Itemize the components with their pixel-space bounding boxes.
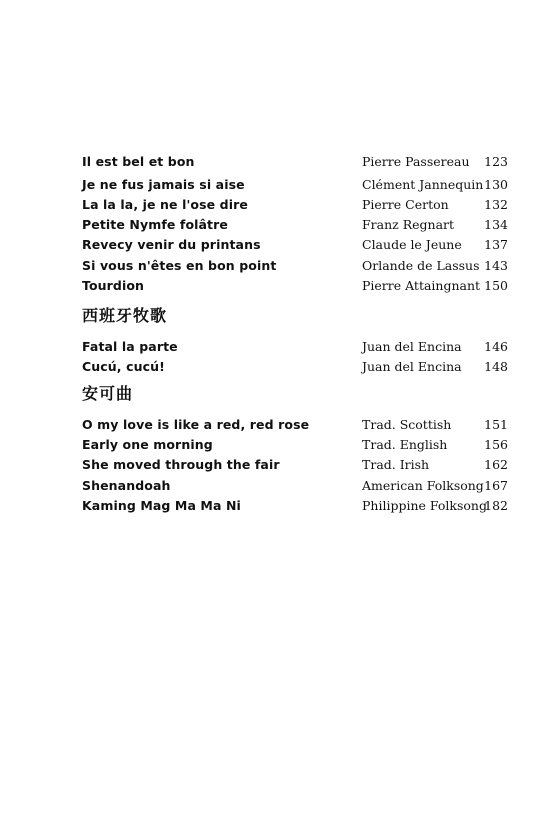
page-number: 150 [484,278,508,293]
composer-name: Juan del Encina [362,359,462,374]
page-number: 167 [484,478,508,493]
page-number: 146 [484,339,508,354]
composer-name: Clément Jannequin [362,177,484,192]
composer-name: Pierre Attaingnant [362,278,481,293]
song-title: Cucú, cucú! [82,359,165,374]
toc-entry [0,276,560,296]
toc-entry [0,152,560,172]
song-title: Si vous n'êtes en bon point [82,258,277,273]
composer-name: Juan del Encina [362,339,462,354]
composer-name: Philippine Folksong [362,498,487,513]
composer-name: Trad. English [362,437,448,452]
toc-entry [0,195,560,215]
composer-name: Trad. Irish [362,457,430,472]
toc-entry [0,215,560,235]
page-number: 148 [484,359,508,374]
toc-entry [0,415,560,435]
page-number: 137 [484,237,508,252]
page-number: 134 [484,217,508,232]
composer-name: Pierre Passereau [362,154,470,169]
toc-entry [0,235,560,255]
composer-name: Claude le Jeune [362,237,462,252]
page-number: 151 [484,417,508,432]
song-title: Shenandoah [82,478,171,493]
toc-entry [0,476,560,496]
toc-entry [0,357,560,377]
toc-entry [0,175,560,195]
song-title: Il est bel et bon [82,154,195,169]
page-number: 182 [484,498,508,513]
song-title: Revecy venir du printans [82,237,261,252]
page-number: 130 [484,177,508,192]
song-title: La la la, je ne l'ose dire [82,197,248,212]
toc-entry [0,496,560,516]
song-title: Tourdion [82,278,145,293]
song-title: Kaming Mag Ma Ma Ni [82,498,241,513]
song-title: She moved through the fair [82,457,280,472]
section-heading: 安可曲 [82,384,134,403]
page-number: 156 [484,437,508,452]
composer-name: Franz Regnart [362,217,455,232]
composer-name: American Folksong [362,478,484,493]
page-number: 123 [484,154,508,169]
song-title: Fatal la parte [82,339,178,354]
toc-entry [0,435,560,455]
song-title: Je ne fus jamais si aise [82,177,245,192]
toc-entry [0,256,560,276]
song-title: Early one morning [82,437,213,452]
composer-name: Orlande de Lassus [362,258,480,273]
toc-entry [0,337,560,357]
page-number: 143 [484,258,508,273]
composer-name: Trad. Scottish [362,417,452,432]
page-number: 162 [484,457,508,472]
song-title: O my love is like a red, red rose [82,417,310,432]
song-title: Petite Nymfe folâtre [82,217,228,232]
composer-name: Pierre Certon [362,197,449,212]
page-number: 132 [484,197,508,212]
section-heading: 西班牙牧歌 [82,306,168,325]
toc-entry [0,455,560,475]
